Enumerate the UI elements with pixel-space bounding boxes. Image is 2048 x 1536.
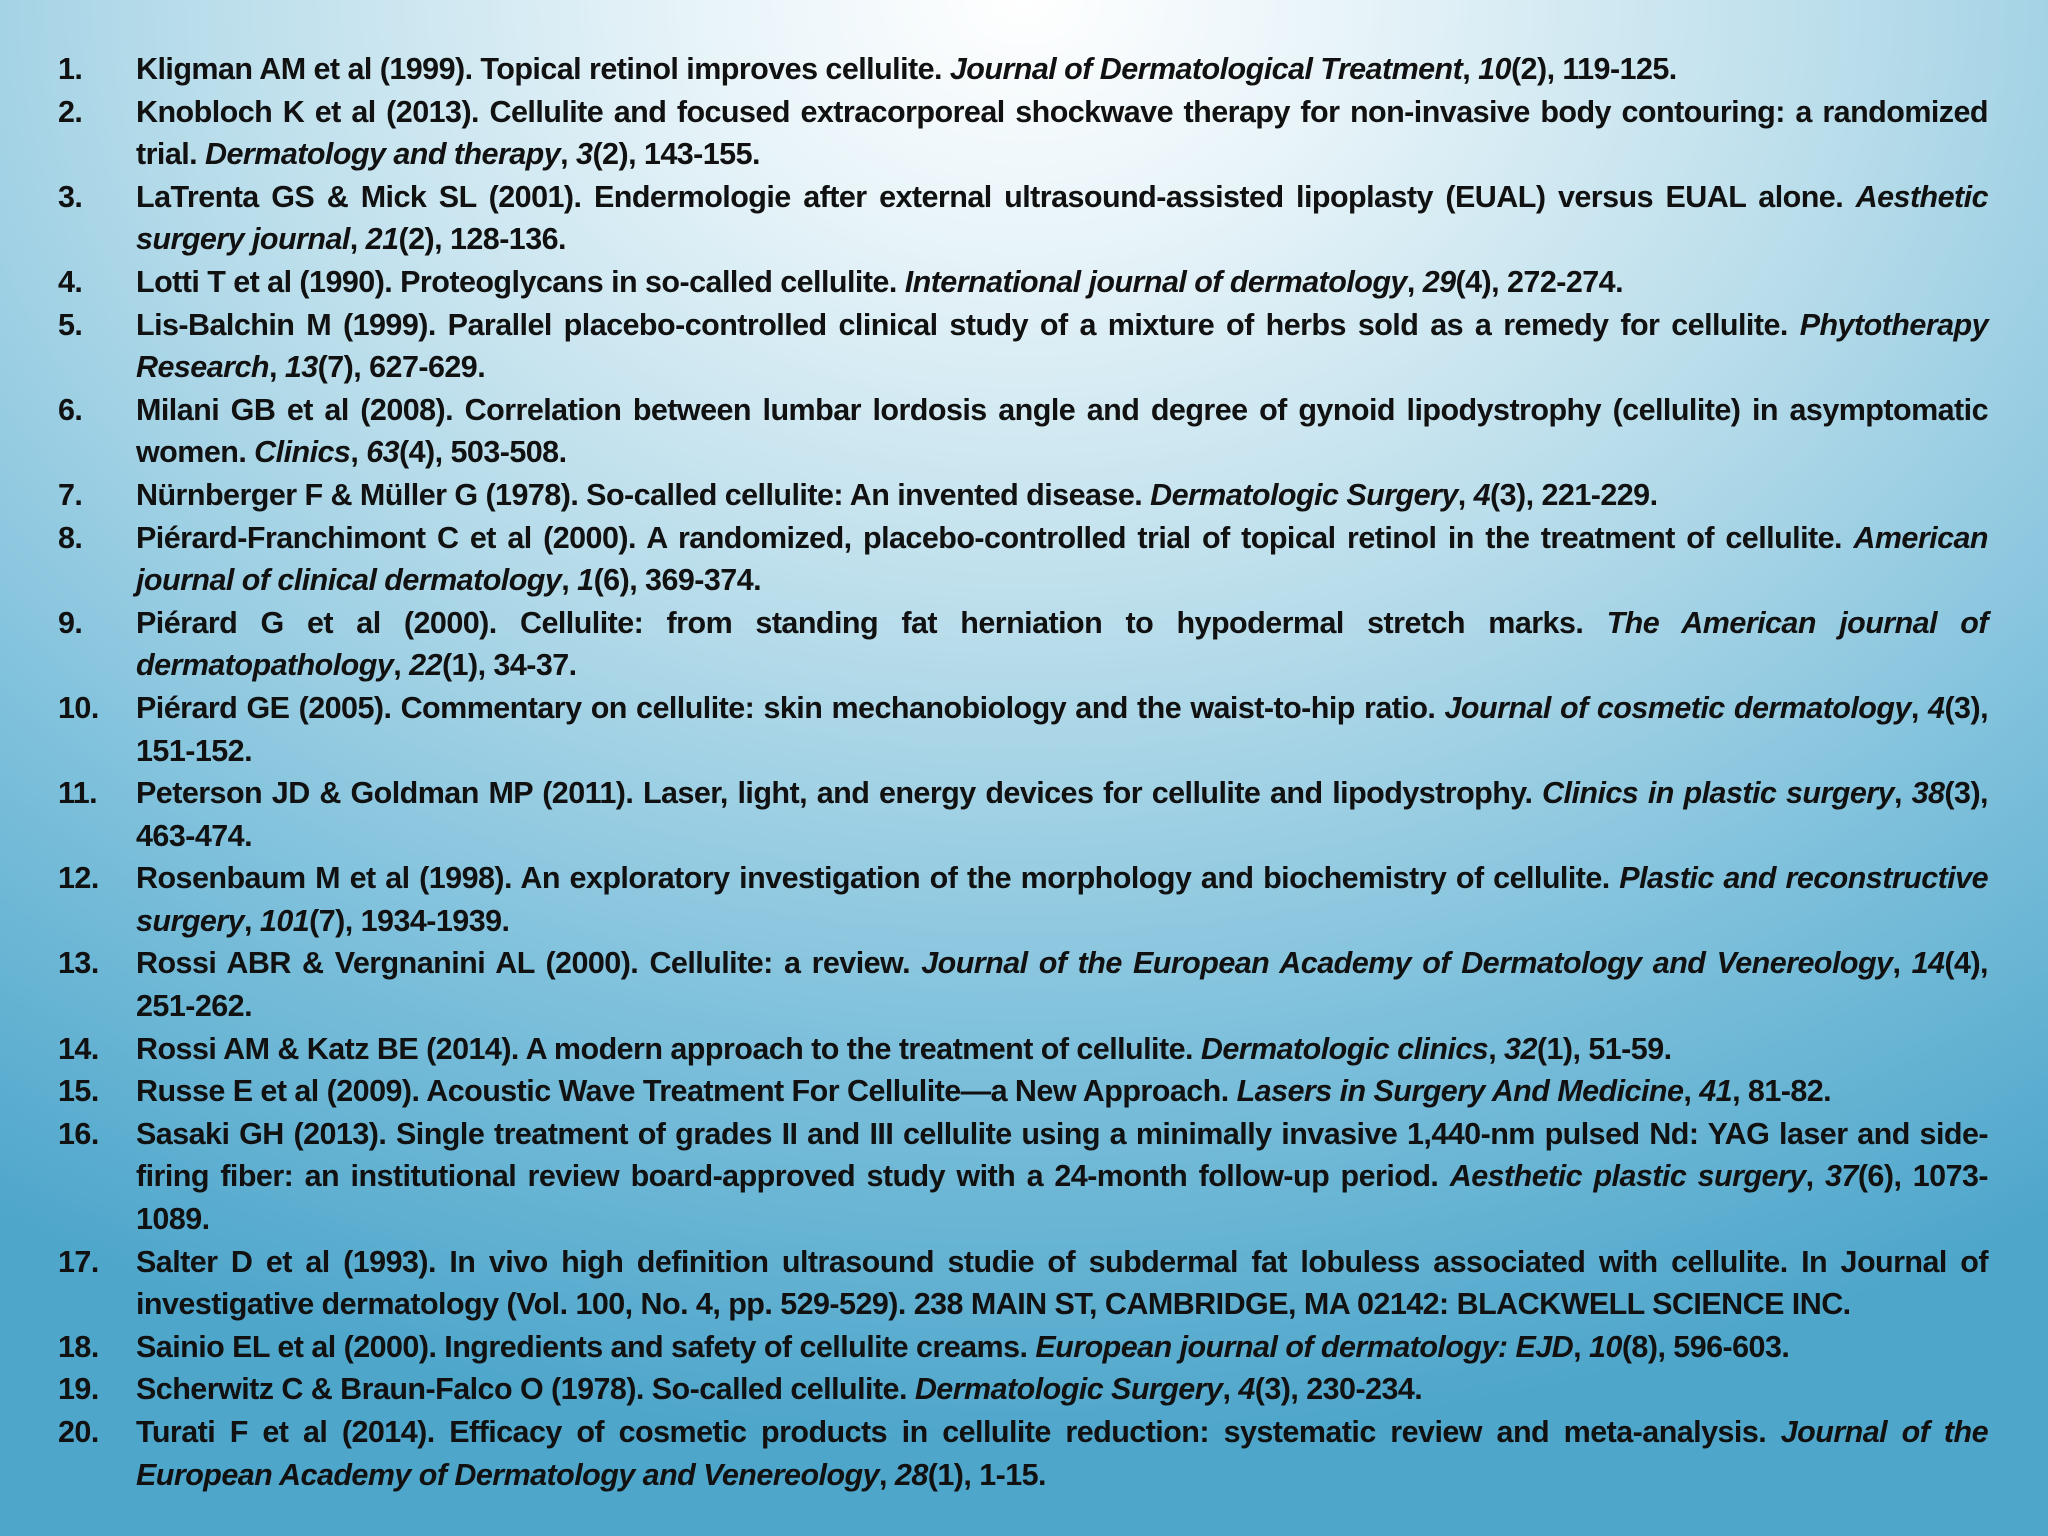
reference-citation: Rosenbaum M et al (1998). An exploratory investigation of the morphology and biochemistry of cellulite. <box>136 861 1620 896</box>
reference-number: 12. <box>58 861 99 896</box>
reference-text <box>136 857 1988 942</box>
reference-citation: Turati F et al (2014). Efficacy of cosmetic products in cellulite reduction: systematic review and meta-analysis. <box>136 1415 1781 1449</box>
reference-number: 8. <box>58 520 83 555</box>
reference-separator: , <box>244 903 260 938</box>
reference-issue-pages: (8), 596-603. <box>1621 1329 1790 1364</box>
reference-issue-pages: (4), 503-508. <box>399 435 567 470</box>
reference-issue-pages: (4), 251-262. <box>136 946 1988 1024</box>
reference-separator: , <box>393 648 410 683</box>
reference-number: 13. <box>58 946 99 981</box>
reference-citation: Scherwitz C & Braun-Falco O (1978). So-called cellulite. <box>136 1372 915 1407</box>
reference-journal: Journal of cosmetic dermatology <box>1444 690 1911 725</box>
reference-issue-pages: (1), 1-15. <box>927 1457 1046 1492</box>
reference-number: 17. <box>58 1244 99 1279</box>
reference-item <box>58 517 1988 602</box>
reference-issue-pages: (3), 151-152. <box>136 690 1988 768</box>
reference-separator: , <box>1222 1372 1239 1407</box>
reference-volume: 37 <box>1824 1159 1858 1194</box>
reference-text <box>136 1368 1988 1411</box>
reference-item <box>58 91 1988 176</box>
reference-separator: , <box>1910 690 1929 725</box>
reference-separator: , <box>1892 946 1912 981</box>
reference-citation: Rossi ABR & Vergnanini AL (2000). Cellulite: a review. <box>136 946 922 981</box>
reference-journal: Aesthetic surgery journal <box>136 179 1988 257</box>
reference-number: 1. <box>58 52 83 86</box>
reference-text <box>136 772 1988 857</box>
reference-number: 14. <box>58 1031 99 1066</box>
reference-separator: , <box>1805 1159 1825 1194</box>
reference-journal: Journal of the European Academy of Dermatology and Venereology <box>921 946 1893 981</box>
reference-issue-pages: (2), 119-125. <box>1510 52 1677 86</box>
reference-separator: , <box>879 1457 895 1492</box>
reference-citation: Nürnberger F & Müller G (1978). So-called cellulite: An invented disease. <box>136 477 1151 512</box>
reference-issue-pages: (2), 143-155. <box>592 137 760 172</box>
reference-issue-pages: (3), 463-474. <box>136 776 1988 853</box>
reference-volume: 32 <box>1504 1031 1537 1066</box>
reference-journal: Dermatologic Surgery <box>1150 477 1458 512</box>
reference-number: 16. <box>58 1116 99 1151</box>
reference-number: 18. <box>58 1329 99 1364</box>
reference-item <box>58 1411 1988 1496</box>
reference-number: 4. <box>58 264 83 299</box>
reference-separator: , <box>268 350 285 385</box>
reference-number: 6. <box>58 392 83 427</box>
reference-issue-pages: (3), 221-229. <box>1490 477 1658 512</box>
reference-separator: , <box>1457 477 1474 512</box>
reference-volume: 38 <box>1911 776 1945 811</box>
reference-citation: Piérard G et al (2000). Cellulite: from standing fat herniation to hypodermal stretch marks. <box>136 605 1607 640</box>
reference-number: 5. <box>58 307 83 342</box>
reference-volume: 10 <box>1478 52 1511 86</box>
reference-journal: Dermatology and therapy <box>205 137 561 172</box>
reference-number: 10. <box>58 690 99 725</box>
reference-item <box>58 1070 1988 1113</box>
reference-citation: Sainio EL et al (2000). Ingredients and safety of cellulite creams. <box>136 1329 1036 1364</box>
reference-separator: , <box>560 137 577 172</box>
reference-number: 3. <box>58 179 83 214</box>
reference-text <box>136 304 1988 389</box>
reference-citation: Lotti T et al (1990). Proteoglycans in so-called cellulite. <box>136 264 905 299</box>
reference-text <box>136 687 1988 772</box>
reference-separator: , <box>561 563 578 598</box>
reference-volume: 10 <box>1588 1329 1622 1364</box>
reference-number: 15. <box>58 1074 99 1109</box>
reference-volume: 63 <box>366 435 400 470</box>
reference-citation: Milani GB et al (2008). Correlation between lumbar lordosis angle and degree of gynoid lipodystrophy (cellulite) in asymptomatic women. <box>136 392 1988 470</box>
reference-item <box>58 942 1988 1027</box>
reference-volume: 1 <box>577 563 594 598</box>
reference-number: 11. <box>58 776 98 811</box>
reference-journal: The American journal of dermatopathology <box>136 605 1988 683</box>
reference-journal: Journal of the European Academy of Dermatology and Venereology <box>136 1415 1988 1492</box>
reference-citation: LaTrenta GS & Mick SL (2001). Endermologie after external ultrasound-assisted lipoplasty (EUAL) versus EUAL alone. <box>136 179 1856 214</box>
reference-journal: Clinics in plastic surgery <box>1542 776 1894 811</box>
reference-text <box>136 474 1988 517</box>
reference-citation: Piérard GE (2005). Commentary on cellulite: skin mechanobiology and the waist-to-hip ratio. <box>136 690 1445 725</box>
reference-citation: Rossi AM & Katz BE (2014). A modern approach to the treatment of cellulite. <box>136 1031 1201 1066</box>
reference-list <box>58 48 1988 1496</box>
reference-number: 9. <box>58 605 83 640</box>
reference-journal: Dermatologic clinics <box>1200 1031 1489 1066</box>
reference-item <box>58 304 1988 389</box>
reference-separator: , <box>1683 1074 1700 1109</box>
reference-volume: 101 <box>259 903 310 938</box>
reference-journal: Plastic and reconstructive surgery <box>136 861 1988 938</box>
reference-volume: 28 <box>894 1457 928 1492</box>
reference-item <box>58 1326 1988 1369</box>
reference-issue-pages: (7), 627-629. <box>317 350 486 385</box>
reference-text <box>136 48 1988 91</box>
reference-item <box>58 474 1988 517</box>
reference-separator: , <box>349 222 366 257</box>
reference-item <box>58 1028 1988 1071</box>
reference-citation: Lis-Balchin M (1999). Parallel placebo-controlled clinical study of a mixture of herbs sold as a remedy for cellulite. <box>136 307 1800 342</box>
reference-number: 7. <box>58 477 83 512</box>
reference-issue-pages: (2), 128-136. <box>398 222 566 257</box>
reference-separator: , <box>1488 1031 1505 1066</box>
reference-volume: 13 <box>284 350 318 385</box>
reference-volume: 22 <box>409 648 442 683</box>
reference-journal: American journal of clinical dermatology <box>136 520 1988 598</box>
reference-issue-pages: (6), 369-374. <box>593 563 762 598</box>
reference-item <box>58 176 1988 261</box>
reference-journal: Journal of Dermatological Treatment <box>949 52 1463 86</box>
reference-separator: , <box>1462 52 1479 86</box>
reference-item <box>58 857 1988 942</box>
reference-journal: Lasers in Surgery And Medicine <box>1236 1074 1684 1109</box>
reference-text <box>136 1113 1988 1241</box>
reference-volume: 4 <box>1473 477 1491 512</box>
reference-volume: 41 <box>1699 1074 1733 1109</box>
reference-item <box>58 261 1988 304</box>
reference-text <box>136 1070 1988 1113</box>
reference-issue-pages: (1), 34-37. <box>441 648 577 683</box>
reference-volume: 3 <box>576 137 593 172</box>
reference-journal: International journal of dermatology <box>904 264 1407 299</box>
references-slide <box>58 48 1988 1496</box>
reference-item <box>58 1368 1988 1411</box>
reference-citation: Piérard-Franchimont C et al (2000). A randomized, placebo-controlled trial of topical retinol in the treatment of cellulite. <box>136 520 1854 555</box>
reference-number: 2. <box>58 94 83 129</box>
reference-text <box>136 1028 1988 1071</box>
reference-volume: 4 <box>1928 690 1945 725</box>
reference-text <box>136 602 1988 687</box>
reference-citation: Peterson JD & Goldman MP (2011). Laser, light, and energy devices for cellulite and lipodystrophy. <box>136 776 1543 811</box>
reference-citation: Kligman AM et al (1999). Topical retinol improves cellulite. <box>136 52 950 86</box>
reference-journal: Dermatologic Surgery <box>914 1372 1223 1407</box>
reference-item <box>58 602 1988 687</box>
reference-text <box>136 261 1988 304</box>
reference-number: 19. <box>58 1372 99 1407</box>
reference-volume: 14 <box>1911 946 1945 981</box>
reference-journal: European journal of dermatology: EJD <box>1035 1329 1574 1364</box>
reference-volume: 4 <box>1238 1372 1255 1407</box>
reference-separator: , <box>350 435 367 470</box>
reference-issue-pages: (3), 230-234. <box>1254 1372 1423 1407</box>
reference-text <box>136 1326 1988 1369</box>
reference-item <box>58 687 1988 772</box>
reference-issue-pages: (1), 51-59. <box>1536 1031 1672 1066</box>
reference-journal: Phytotherapy Research <box>136 307 1988 385</box>
reference-issue-pages: (4), 272-274. <box>1455 264 1623 299</box>
reference-text <box>136 1241 1988 1326</box>
reference-journal: Aesthetic plastic surgery <box>1449 1159 1806 1194</box>
reference-text <box>136 91 1988 176</box>
reference-citation: Russe E et al (2009). Acoustic Wave Treatment For Cellulite—a New Approach. <box>136 1074 1237 1109</box>
reference-volume: 29 <box>1422 264 1456 299</box>
reference-issue-pages: , 81-82. <box>1732 1074 1832 1109</box>
reference-citation: Knobloch K et al (2013). Cellulite and focused extracorporeal shockwave therapy for non-invasive body contouring: a randomized trial. <box>136 94 1988 172</box>
reference-separator: , <box>1894 776 1912 811</box>
reference-text <box>136 942 1988 1027</box>
reference-separator: , <box>1406 264 1423 299</box>
reference-separator: , <box>1573 1329 1589 1364</box>
reference-number: 20. <box>58 1415 99 1449</box>
reference-citation: Sasaki GH (2013). Single treatment of grades II and III cellulite using a minimally invasive 1,440-nm pulsed Nd: YAG laser and side-firing fiber: an institutional review board-approved study with a 24-month follow-up period. <box>136 1116 1988 1194</box>
reference-journal: Clinics <box>254 435 351 470</box>
reference-text <box>136 517 1988 602</box>
reference-item <box>58 772 1988 857</box>
reference-issue-pages: (6), 1073-1089. <box>136 1159 1988 1237</box>
reference-item <box>58 1241 1988 1326</box>
reference-item <box>58 1113 1988 1241</box>
reference-text <box>136 389 1988 474</box>
reference-issue-pages: (7), 1934-1939. <box>309 903 510 938</box>
reference-volume: 21 <box>365 222 399 257</box>
reference-text <box>136 1411 1988 1496</box>
reference-item <box>58 48 1988 91</box>
reference-citation: Salter D et al (1993). In vivo high definition ultrasound studie of subdermal fat lobuless associated with cellulite. In Journal of investigative dermatology (Vol. 100, No. 4, pp. 529-529). 238 MAIN ST, CAMBRIDGE, MA 02142: BLACKWELL SCIENCE INC. <box>136 1244 1988 1322</box>
reference-item <box>58 389 1988 474</box>
reference-text <box>136 176 1988 261</box>
